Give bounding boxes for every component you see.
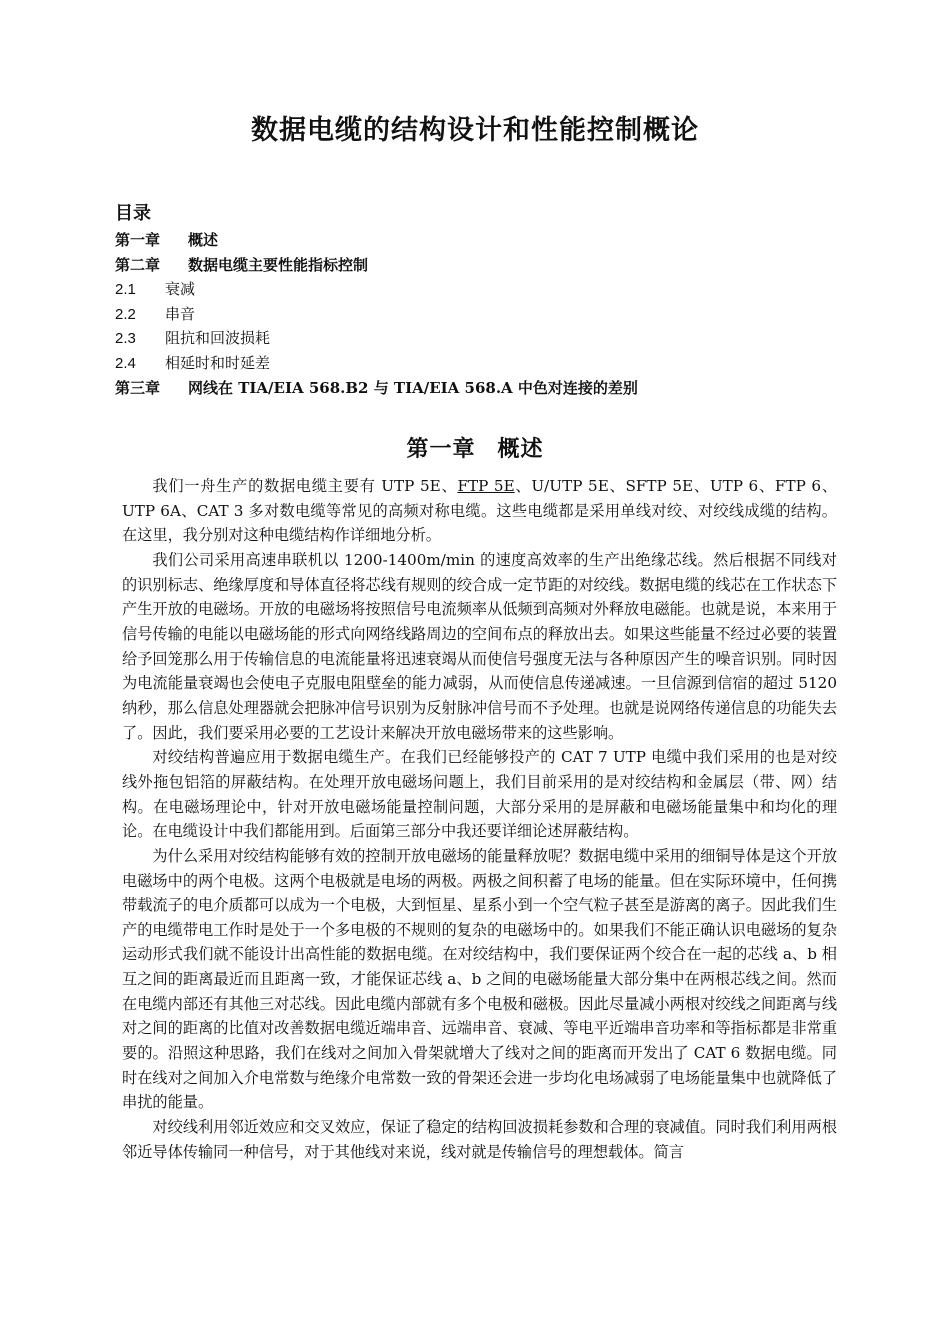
toc-item-number: 2.3 xyxy=(115,330,136,348)
paragraph-text: 、U/UTP 5E、SFTP 5E、UTP 6、FTP 6、UTP 6A、CAT 3 多对数电缆等常见的高频对称电缆。这些电缆都是采用单线对绞、对绞线成缆的结构。在这里，我分别对这种电缆结构作详细地分析。 xyxy=(122,477,838,545)
toc-item-number: 第一章 xyxy=(115,231,161,249)
paragraph-4: 为什么采用对绞结构能够有效的控制开放电磁场的能量释放呢？数据电缆中采用的细铜导体是这个开放电磁场中的两个电极。这两个电极就是电场的两极。两极之间积蓄了电场的能量。但在实际环境中，任何携带载流子的电介质都可以成为一个电极，大到恒星、星系小到一个空气粒子甚至是游离的离子。因此我们生产的电缆带电工作时是处于一个多电极的不规则的复杂的电磁场中的。如果我们不能正确认识电磁场的复杂运动形式我们就不能设计出高性能的数据电缆。在对绞结构中，我们要保证两个绞合在一起的芯线 a、b 相互之间的距离最近而且距离一致，才能保证芯线 a、b 之间的电磁场能量大部分集中在两根芯线之间。然而在电缆内部还有其他三对芯线。因此电缆内部就有多个电极和磁极。因此尽量减小两根对绞线之间距离与线对之间的距离的比值对改善数据电缆近端串音、远端串音、衰减、等电平近端串音功率和等指标都是非常重要的。沿照这种思路，我们在线对之间加入骨架就增大了线对之间的距离而开发出了 CAT 6 数据电缆。同时在线对之间加入介电常数与绝缘介电常数一致的骨架还会进一步均化电场减弱了电场能量集中也就降低了串扰的能量。 xyxy=(122,846,837,1112)
toc-item-label: 串音 xyxy=(165,304,196,323)
chapter-title-text: 概述 xyxy=(497,437,544,462)
toc-item-number: 2.4 xyxy=(115,354,136,372)
toc-item-number: 2.1 xyxy=(115,281,136,299)
ftp-5e-link[interactable]: FTP 5E xyxy=(457,477,515,495)
toc-item-label: 阻抗和回波损耗 xyxy=(165,329,271,348)
paragraph-2: 我们公司采用高速串联机以 1200-1400m/min 的速度高效率的生产出绝缘芯线。然后根据不同线对的识别标志、绝缘厚度和导体直径将芯线有规则的绞合成一定节距的对绞线。数据电缆的线芯在工作状态下产生开放的电磁场。开放的电磁场将按照信号电流频率从低频到高频对外释放电磁能。也就是说，本来用于信号传输的电能以电磁场能的形式向网络线路周边的空间布点的释放出去。如果这些能量不经过必要的装置给予回笼那么用于传输信息的电流能量将迅速衰竭从而使信号强度无法与各种原因产生的噪音识别。同时因为电流能量衰竭也会使电子克服电阻壁垒的能力减弱，从而使信息传递减速。一旦信源到信宿的超过 5120 纳秒，那么信息处理器就会把脉冲信号识别为反射脉冲信号而不予处理。也就是说网络传递信息的功能失去了。因此，我们要采用必要的工艺设计来解决开放电磁场带来的这些影响。 xyxy=(122,550,837,742)
toc-item-number: 2.2 xyxy=(115,305,136,323)
chapter-heading xyxy=(0,432,950,463)
toc-item-section-2-2[interactable] xyxy=(115,302,845,327)
paragraph-text: 我们一舟生产的数据电缆主要有 UTP 5E、 xyxy=(152,477,458,495)
toc-item-section-2-3[interactable] xyxy=(115,326,845,351)
toc-item-section-2-4[interactable] xyxy=(115,351,845,376)
paragraph-5: 对绞线利用邻近效应和交叉效应，保证了稳定的结构回波损耗参数和合理的衰减值。同时我们利用两根邻近导体传输同一种信号，对于其他线对来说，线对就是传输信号的理想载体。简言 xyxy=(122,1118,837,1161)
chapter-body xyxy=(122,474,837,1164)
toc-heading: 目录 xyxy=(115,203,151,224)
table-of-contents xyxy=(115,200,845,400)
toc-item-number: 第三章 xyxy=(115,378,161,397)
document-title: 数据电缆的结构设计和性能控制概论 xyxy=(251,115,699,146)
toc-item-chapter-1[interactable] xyxy=(115,228,845,253)
toc-item-label: 网线在 TIA/EIA 568.B2 与 TIA/EIA 568.A 中色对连接的差别 xyxy=(188,378,638,397)
toc-item-chapter-3[interactable] xyxy=(115,376,845,401)
chapter-number: 第一章 xyxy=(406,437,476,462)
toc-item-label: 相延时和时延差 xyxy=(165,353,271,372)
toc-item-label: 数据电缆主要性能指标控制 xyxy=(188,255,369,274)
toc-item-chapter-2[interactable] xyxy=(115,253,845,278)
toc-item-label: 概述 xyxy=(188,231,219,249)
paragraph-1 xyxy=(122,474,837,548)
paragraph-3: 对绞结构普遍应用于数据电缆生产。在我们已经能够投产的 CAT 7 UTP 电缆中我们采用的也是对绞线外拖包铝箔的屏蔽结构。在处理开放电磁场问题上，我们目前采用的是对绞结构和金属层（带、网）结构。在电磁场理论中，针对开放电磁场能量控制问题，大部分采用的是屏蔽和电磁场能量集中和均化的理论。在电缆设计中我们都能用到。后面第三部分中我还要详细论述屏蔽结构。 xyxy=(122,748,837,841)
toc-item-number: 第二章 xyxy=(115,255,161,274)
toc-item-section-2-1[interactable] xyxy=(115,277,845,302)
toc-item-label: 衰减 xyxy=(165,280,196,299)
